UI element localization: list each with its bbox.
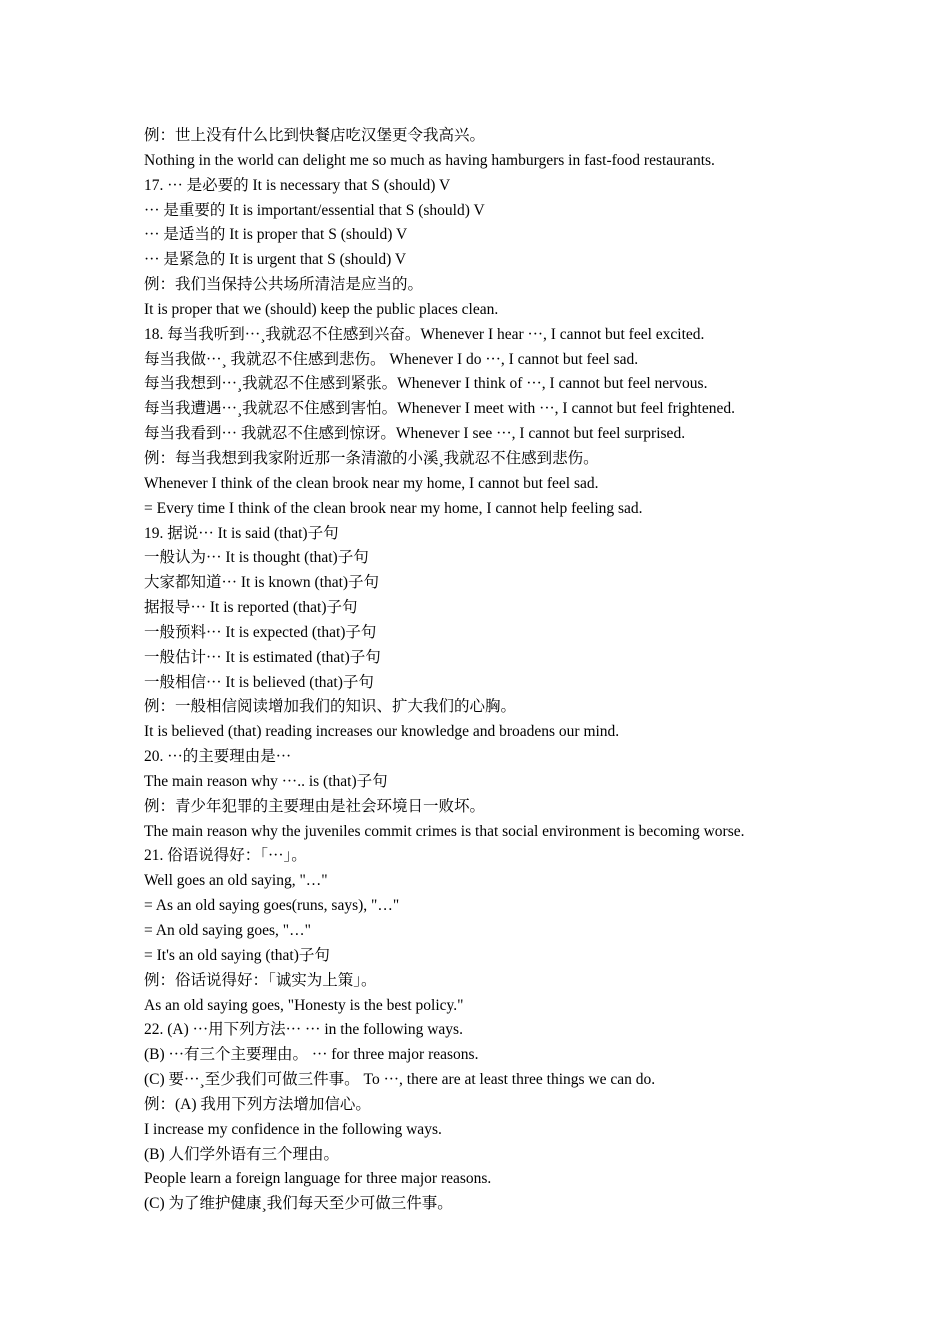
document-page	[144, 124, 904, 1217]
text-line: (B) ···有三个主要理由。 ··· for three major reasons.	[144, 1046, 479, 1064]
text-line: People learn a foreign language for three major reasons.	[144, 1170, 492, 1188]
text-line: (C) 要···¸至少我们可做三件事。 To ···, there are at least three things we can do.	[144, 1071, 656, 1089]
text-line: 20. ···的主要理由是···	[144, 748, 292, 766]
text-line: It is proper that we (should) keep the public places clean.	[144, 300, 499, 318]
text-line: 例：世上没有什么比到快餐店吃汉堡更令我高兴。	[144, 127, 486, 144]
text-line: = An old saying goes, "…"	[144, 922, 311, 939]
text-line: 例：青少年犯罪的主要理由是社会环境日一败坏。	[144, 797, 486, 815]
text-line: = Every time I think of the clean brook near my home, I cannot help feeling sad.	[144, 499, 643, 517]
text-line: Well goes an old saying, "…"	[144, 872, 328, 890]
text-line: The main reason why ···.. is (that)子句	[144, 772, 388, 790]
text-line: 例：(A) 我用下列方法增加信心。	[144, 1095, 371, 1113]
text-line: The main reason why the juveniles commit crimes is that social environment is becoming worse.	[144, 822, 745, 840]
text-line: 一般相信··· It is believed (that)子句	[144, 673, 374, 691]
text-line: 例：我们当保持公共场所清洁是应当的。	[144, 276, 424, 294]
text-line: Nothing in the world can delight me so much as having hamburgers in fast-food restaurants.	[144, 151, 715, 169]
text-line: 每当我看到··· 我就忍不住感到惊讶。Whenever I see ···, I cannot but feel surprised.	[144, 425, 686, 443]
text-line: (C) 为了维护健康¸我们每天至少可做三件事。	[144, 1195, 453, 1213]
text-line: (B) 人们学外语有三个理由。	[144, 1145, 340, 1163]
text-line: 据报导··· It is reported (that)子句	[144, 599, 358, 617]
text-line: 例：一般相信阅读增加我们的知识、扩大我们的心胸。	[144, 698, 517, 716]
text-line: ··· 是适当的 It is proper that S (should) V	[144, 226, 408, 244]
text-line: It is believed (that) reading increases our knowledge and broadens our mind.	[144, 723, 620, 741]
text-line: 17. ··· 是必要的 It is necessary that S (should) V	[144, 176, 451, 194]
text-line: As an old saying goes, "Honesty is the best policy."	[144, 996, 464, 1014]
text-line: 例：俗话说得好：「诚实为上策」。	[144, 971, 377, 989]
text-line: ··· 是重要的 It is important/essential that S (should) V	[144, 201, 485, 219]
text-line: 18. 每当我听到···¸我就忍不住感到兴奋。Whenever I hear ···, I cannot but feel excited.	[144, 325, 705, 343]
text-line: 一般预料··· It is expected (that)子句	[144, 623, 377, 641]
text-line: 21. 俗语说得好：「···」。	[144, 847, 307, 865]
text-line: 大家都知道··· It is known (that)子句	[144, 574, 380, 592]
text-line: 例：每当我想到我家附近那一条清澈的小溪¸我就忍不住感到悲伤。	[144, 449, 599, 467]
text-line: 22. (A) ···用下列方法··· ··· in the following ways.	[144, 1021, 463, 1039]
text-line: 一般认为··· It is thought (that)子句	[144, 549, 369, 567]
text-line: 每当我想到···¸我就忍不住感到紧张。Whenever I think of ···, I cannot but feel nervous.	[144, 375, 708, 393]
text-line: 19. 据说··· It is said (that)子句	[144, 524, 339, 542]
text-line: = It's an old saying (that)子句	[144, 946, 330, 964]
text-line: 每当我做···¸ 我就忍不住感到悲伤。 Whenever I do ···, I cannot but feel sad.	[144, 350, 639, 368]
text-line: = As an old saying goes(runs, says), "…"	[144, 897, 400, 915]
text-line: I increase my confidence in the following ways.	[144, 1120, 442, 1138]
text-line: ··· 是紧急的 It is urgent that S (should) V	[144, 251, 407, 269]
text-line: 一般估计··· It is estimated (that)子句	[144, 648, 381, 666]
text-line: 每当我遭遇···¸我就忍不住感到害怕。Whenever I meet with ···, I cannot but feel frightened.	[144, 400, 735, 418]
text-line: Whenever I think of the clean brook near my home, I cannot but feel sad.	[144, 474, 599, 492]
